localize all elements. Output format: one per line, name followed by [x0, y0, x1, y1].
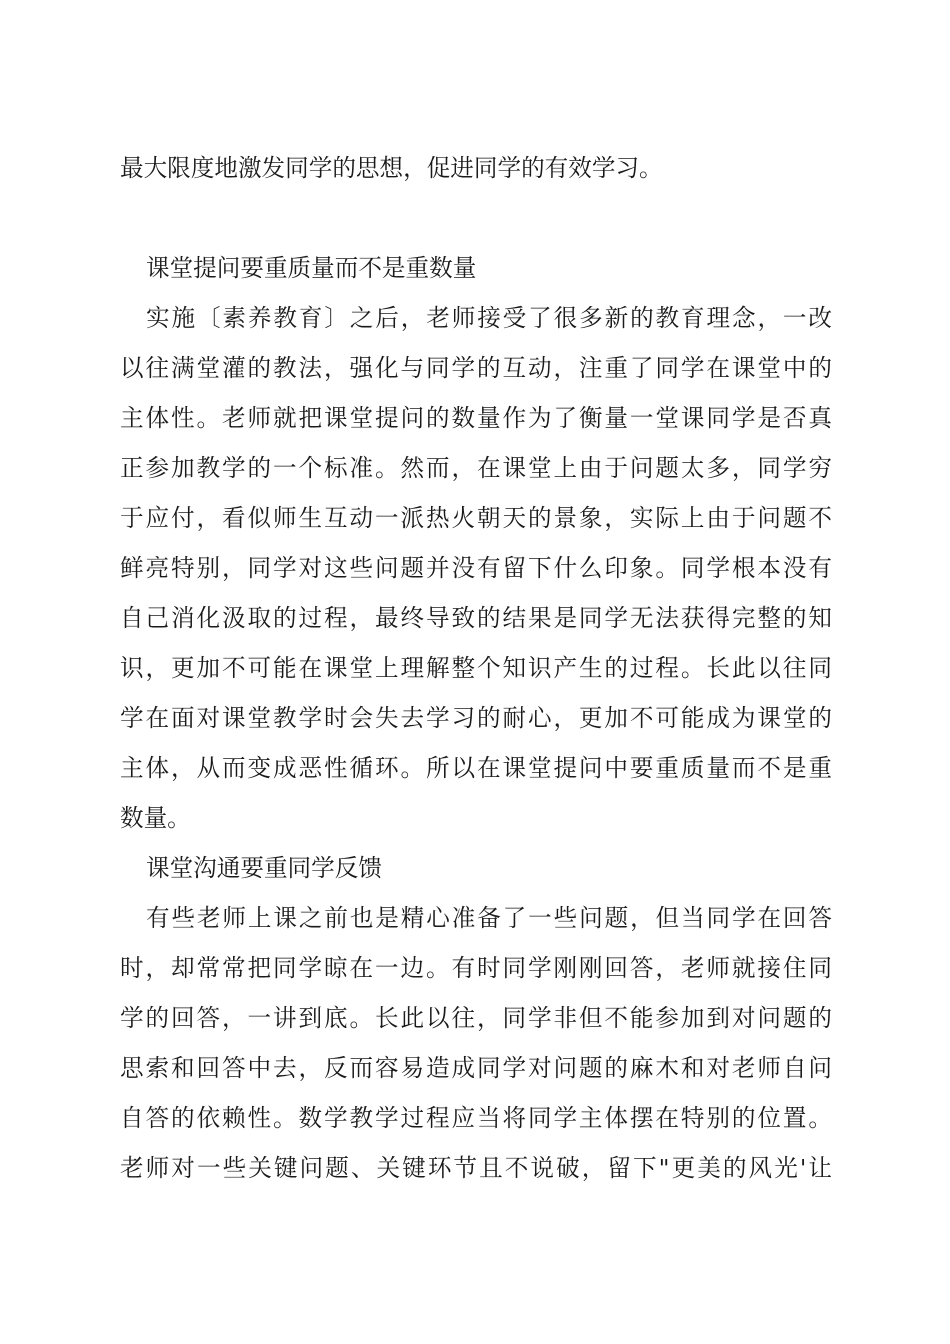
paragraph-line: 思索和回答中去，反而容易造成同学对问题的麻木和对老师自问 [120, 1054, 832, 1082]
paragraph-line: 识，更加不可能在课堂上理解整个知识产生的过程。长此以往同 [120, 654, 832, 682]
paragraph-line: 正参加教学的一个标准。然而，在课堂上由于问题太多，同学穷 [120, 454, 832, 482]
paragraph-line: 时，却常常把同学晾在一边。有时同学刚刚回答，老师就接住同 [120, 954, 832, 982]
paragraph-line: 学的回答，一讲到底。长此以往，同学非但不能参加到对问题的 [120, 1004, 832, 1032]
paragraph-line: 老师对一些关键问题、关键环节且不说破，留下"更美的风光'让 [120, 1154, 832, 1182]
paragraph-line: 主体，从而变成恶性循环。所以在课堂提问中要重质量而不是重 [120, 754, 832, 782]
paragraph-line: 有些老师上课之前也是精心准备了一些问题，但当同学在回答 [146, 904, 832, 932]
section-heading-student-feedback: 课堂沟通要重同学反馈 [146, 854, 382, 882]
paragraph-line: 于应付，看似师生互动一派热火朝天的景象，实际上由于问题不 [120, 504, 832, 532]
document-page [120, 0, 832, 1344]
section-heading-question-quality: 课堂提问要重质量而不是重数量 [146, 254, 477, 282]
paragraph-line: 自答的依赖性。数学教学过程应当将同学主体摆在特别的位置。 [120, 1104, 832, 1132]
paragraph-line: 最大限度地激发同学的思想，促进同学的有效学习。 [120, 154, 663, 182]
paragraph-line: 学在面对课堂教学时会失去学习的耐心，更加不可能成为课堂的 [120, 704, 832, 732]
paragraph-line: 数量。 [120, 804, 191, 832]
paragraph-line: 以往满堂灌的教法，强化与同学的互动，注重了同学在课堂中的 [120, 354, 832, 382]
paragraph-line: 自己消化汲取的过程，最终导致的结果是同学无法获得完整的知 [120, 604, 832, 632]
paragraph-line: 鲜亮特别，同学对这些问题并没有留下什么印象。同学根本没有 [120, 554, 832, 582]
paragraph-line: 主体性。老师就把课堂提问的数量作为了衡量一堂课同学是否真 [120, 404, 832, 432]
paragraph-line: 实施〔素养教育〕之后，老师接受了很多新的教育理念，一改 [146, 304, 832, 332]
